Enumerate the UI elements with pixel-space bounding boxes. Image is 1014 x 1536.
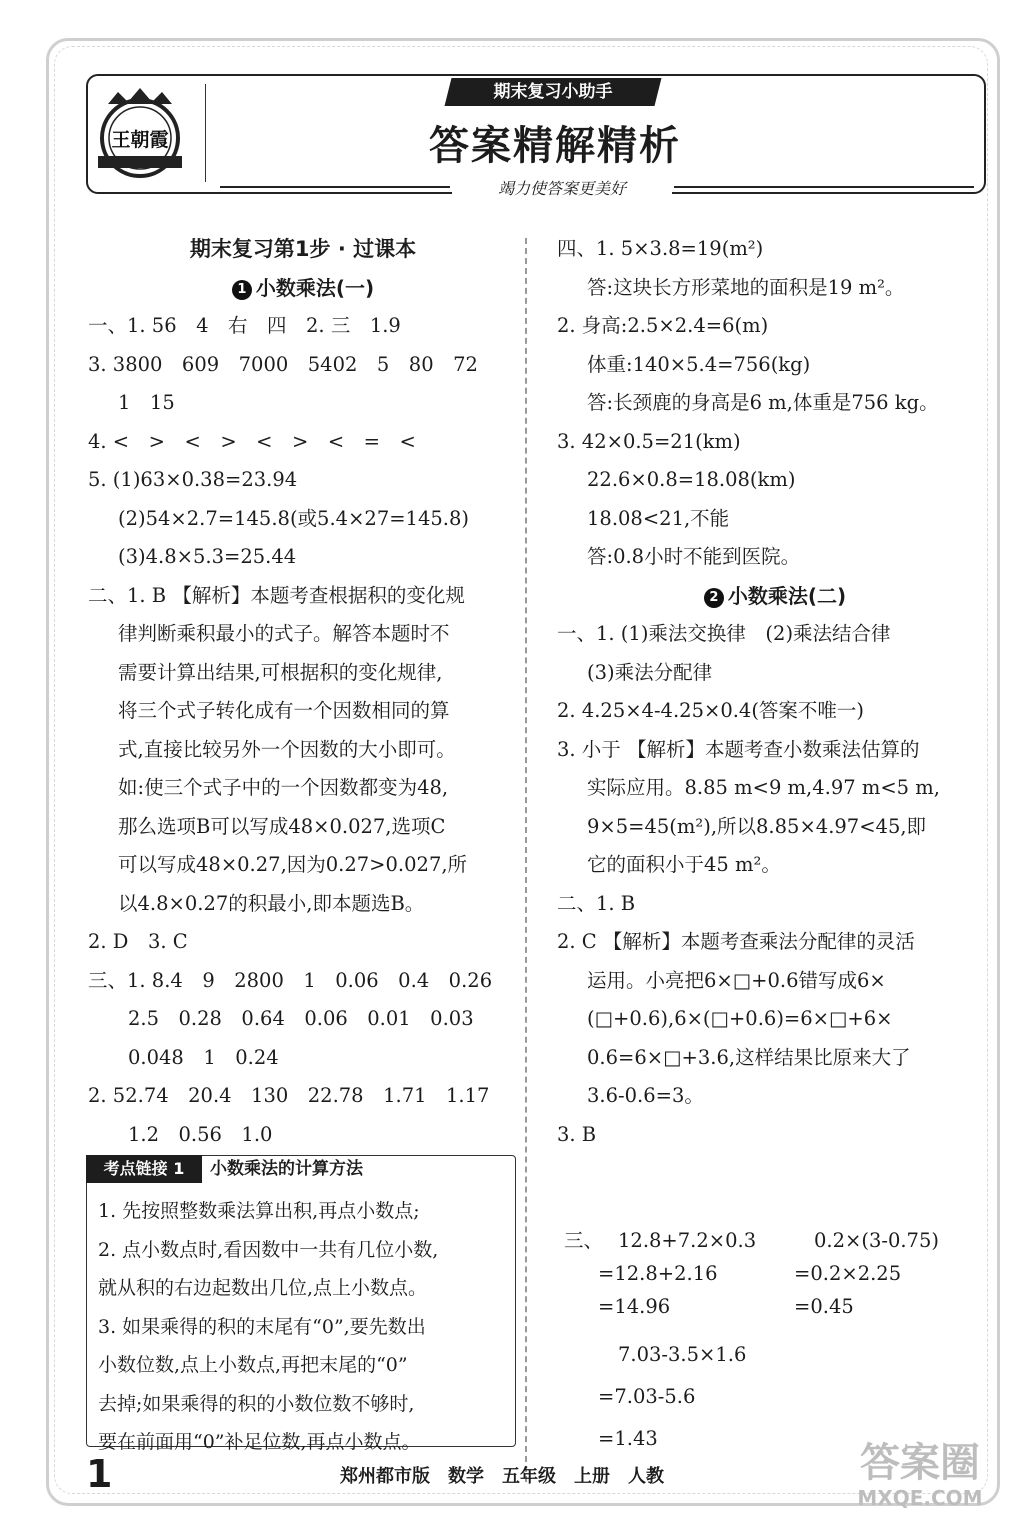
answer-line: 答:长颈鹿的身高是6 m,体重是756 kg。 <box>587 391 939 414</box>
answer-line: 3. 42×0.5=21(km) <box>557 429 741 453</box>
tip-line: 要在前面用“0”补足位数,再点小数点。 <box>98 1431 421 1453</box>
answer-line: 二、1. B <box>557 891 636 915</box>
header-tag: 期末复习小助手 <box>493 82 613 102</box>
motto-line-right <box>674 186 974 188</box>
answer-line: (3)乘法分配律 <box>587 660 713 684</box>
calc-step: =0.45 <box>794 1295 854 1318</box>
column-divider <box>525 238 527 1482</box>
calc-step: =0.2×2.25 <box>794 1262 902 1285</box>
answer-line: 2. 身高:2.5×2.4=6(m) <box>557 314 769 337</box>
logo-seal-icon <box>94 86 186 182</box>
tip-body <box>98 1192 508 1462</box>
answer-line: 3. B <box>557 1122 597 1146</box>
tip-tag: 考点链接 1 <box>86 1155 202 1183</box>
calc-step: 7.03-3.5×1.6 <box>618 1343 747 1366</box>
subsection-title-2 <box>557 577 993 616</box>
answer-line: 可以写成48×0.27,因为0.27>0.027,所 <box>118 853 468 876</box>
page-number: 1 <box>86 1452 113 1496</box>
answer-line: 三、1. 8.4 9 2800 1 0.06 0.4 0.26 <box>88 968 493 992</box>
answer-line: 需要计算出结果,可根据积的变化规律, <box>118 660 443 684</box>
answer-line: 以4.8×0.27的积最小,即本题选B。 <box>118 891 425 915</box>
answer-line: (□+0.6),6×(□+0.6)=6×□+6× <box>587 1007 893 1030</box>
answer-line: 0.6=6×□+3.6,这样结果比原来大了 <box>587 1045 911 1069</box>
answer-line: 18.08<21,不能 <box>587 506 730 530</box>
watermark-url: MXQE.COM <box>857 1486 983 1510</box>
page-title: 答案精解精析 <box>429 123 681 169</box>
circle-number-icon: 1 <box>232 280 252 300</box>
tip-title: 小数乘法的计算方法 <box>210 1159 363 1179</box>
answer-line: 一、1. 56 4 右 四 2. 三 1.9 <box>88 314 401 337</box>
answer-line: 2.5 0.28 0.64 0.06 0.01 0.03 <box>128 1007 474 1030</box>
answer-line: 2. 4.25×4-4.25×0.4(答案不唯一) <box>557 699 865 722</box>
calc-column-a <box>598 1224 757 1323</box>
calc-label: 三、 <box>564 1229 604 1252</box>
answer-line: (3)4.8×5.3=25.44 <box>118 545 297 568</box>
watermark-text: 答案圈 <box>860 1440 980 1486</box>
calc-column-b <box>794 1224 939 1323</box>
calc-step: 12.8+7.2×0.3 <box>618 1229 757 1252</box>
answer-line: 一、1. (1)乘法交换律 (2)乘法结合律 <box>557 622 891 645</box>
calc-column-c <box>598 1334 747 1460</box>
answer-line: 5. (1)63×0.38=23.94 <box>88 468 298 491</box>
answer-line: 答:0.8小时不能到医院。 <box>587 545 801 568</box>
calc-step: 0.2×(3-0.75) <box>814 1229 939 1252</box>
answer-line: 0.048 1 0.24 <box>128 1045 279 1069</box>
logo-text: 王朝霞 <box>111 129 169 151</box>
answer-line: 4. < > < > < > < = < <box>88 429 416 453</box>
header-motto: 竭力使答案更美好 <box>452 176 672 199</box>
answer-line: 将三个式子转化成有一个因数相同的算 <box>118 699 450 722</box>
watermark-logo <box>840 1440 1000 1516</box>
subsection-title-1 <box>88 269 518 308</box>
answer-line: 1.2 0.56 1.0 <box>128 1122 273 1146</box>
tip-line: 1. 先按照整数乘法算出积,再点小数点; <box>98 1200 420 1222</box>
right-column <box>557 230 993 1154</box>
answer-line: 运用。小亮把6×□+0.6错写成6× <box>587 968 886 992</box>
answer-line: 实际应用。8.85 m<9 m,4.97 m<5 m, <box>587 776 940 799</box>
subsection-label: 小数乘法(一) <box>255 275 375 300</box>
tip-line: 2. 点小数点时,看因数中一共有几位小数, <box>98 1238 439 1261</box>
calc-step: =1.43 <box>598 1427 658 1450</box>
answer-line: 答:这块长方形菜地的面积是19 m²。 <box>587 275 905 299</box>
answer-line: 那么选项B可以写成48×0.027,选项C <box>118 814 446 838</box>
answer-line: 它的面积小于45 m²。 <box>587 853 781 876</box>
left-column <box>88 230 518 1154</box>
answer-line: 2. C 【解析】本题考查乘法分配律的灵活 <box>557 930 915 953</box>
answer-line: 2. 52.74 20.4 130 22.78 1.71 1.17 <box>88 1084 490 1107</box>
subsection-label: 小数乘法(二) <box>727 583 847 608</box>
answer-line: 3.6-0.6=3。 <box>587 1084 704 1107</box>
tip-line: 就从积的右边起数出几位,点上小数点。 <box>98 1277 428 1299</box>
answer-line: 22.6×0.8=18.08(km) <box>587 468 796 491</box>
tip-line: 小数位数,点上小数点,再把末尾的“0” <box>98 1354 408 1376</box>
answer-line: 律判断乘积最小的式子。解答本题时不 <box>118 622 450 645</box>
footer-info: 郑州都市版 数学 五年级 上册 人教 <box>340 1466 664 1487</box>
answer-line: 2. D 3. C <box>88 930 188 953</box>
answer-line: (2)54×2.7=145.8(或5.4×27=145.8) <box>118 506 469 530</box>
answer-line: 体重:140×5.4=756(kg) <box>587 352 811 376</box>
tip-line: 去掉;如果乘得的积的小数位数不够时, <box>98 1392 415 1415</box>
calc-step: =14.96 <box>598 1295 671 1318</box>
answer-line: 3. 3800 609 7000 5402 5 80 72 <box>88 352 478 376</box>
answer-line: 式,直接比较另外一个因数的大小即可。 <box>118 737 456 761</box>
section-title: 期末复习第1步 · 过课本 <box>189 237 417 261</box>
answer-line: 9×5=45(m²),所以8.85×4.97<45,即 <box>587 814 927 838</box>
header-separator <box>205 84 206 182</box>
answer-line: 3. 小于 【解析】本题考查小数乘法估算的 <box>557 737 920 761</box>
answer-line: 如:使三个式子中的一个因数都变为48, <box>118 776 449 799</box>
circle-number-icon: 2 <box>704 588 724 608</box>
answer-line: 二、1. B 【解析】本题考查根据积的变化规 <box>88 583 465 607</box>
answer-line: 1 15 <box>118 391 175 414</box>
tip-line: 3. 如果乘得的积的末尾有“0”,要先数出 <box>98 1315 426 1338</box>
calc-step: =12.8+2.16 <box>598 1262 718 1285</box>
answer-line: 四、1. 5×3.8=19(m²) <box>557 237 764 260</box>
motto-line-left <box>220 186 450 188</box>
calc-step: =7.03-5.6 <box>598 1385 696 1408</box>
